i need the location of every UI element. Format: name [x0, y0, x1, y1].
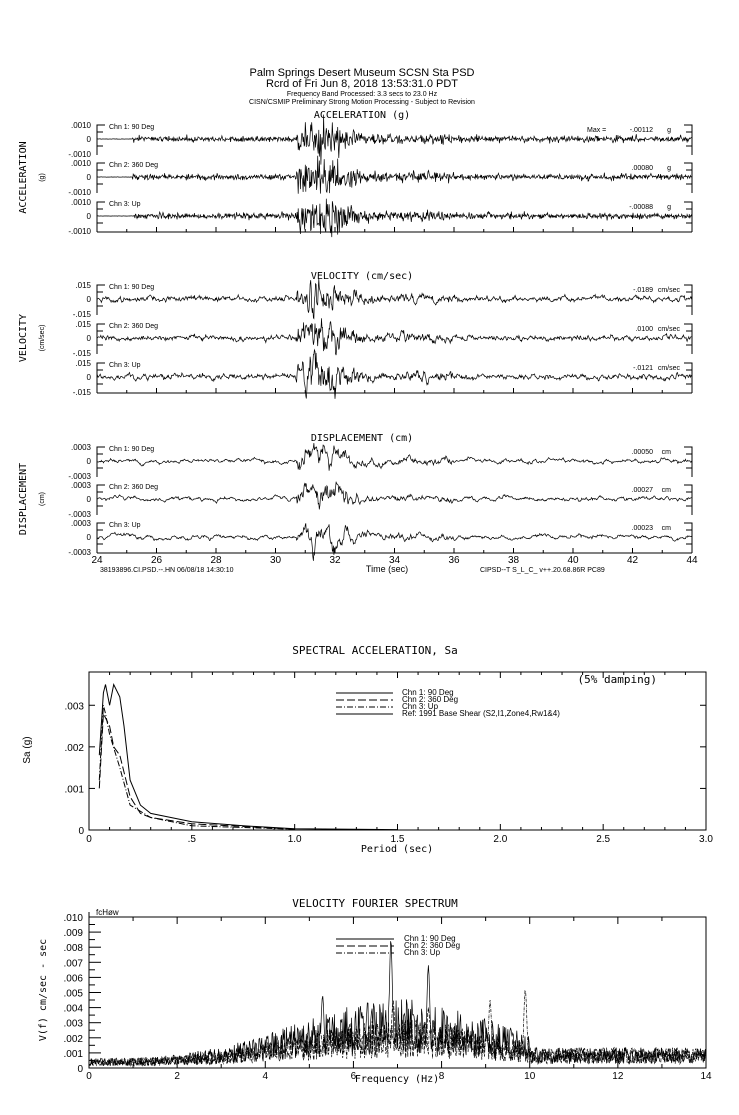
- time-series-panel-1: [97, 279, 692, 399]
- x-tick-label: 26: [150, 555, 163, 566]
- y-tick-label: .001: [63, 1048, 83, 1060]
- y-tick-label: .008: [63, 943, 83, 955]
- y-tick-label: .002: [63, 1033, 83, 1045]
- y-tick-label: .003: [63, 1018, 83, 1030]
- footer-left: 38193896.CI.PSD.--.HN 06/08/18 14:30:10: [100, 567, 234, 574]
- peak-unit: g: [667, 165, 671, 172]
- y-axis-unit: (cm/sec): [39, 324, 46, 352]
- y-tick-label: .004: [63, 1003, 83, 1015]
- x-tick-label: 42: [626, 555, 639, 566]
- peak-unit: cm: [661, 487, 671, 494]
- x-tick-label: 6: [350, 1071, 357, 1082]
- waveform-trace: [97, 156, 692, 194]
- x-tick-label: 32: [329, 555, 341, 566]
- panel-title: ACCELERATION (g): [313, 110, 411, 121]
- x-tick-label: 1.5: [390, 834, 405, 845]
- y-tick-label: .001: [64, 784, 84, 796]
- y-tick-label: .005: [63, 988, 83, 1000]
- x-tick-label: 44: [686, 555, 698, 566]
- legend-label: Chn 3: Up: [404, 948, 441, 957]
- y-axis-unit: (g): [39, 173, 46, 182]
- y-tick-label: .0010: [70, 159, 91, 168]
- x-tick-label: 8: [438, 1071, 445, 1082]
- max-label: Max =: [587, 127, 607, 134]
- peak-unit: cm/sec: [657, 365, 680, 372]
- y-axis-label: DISPLACEMENT: [18, 462, 29, 536]
- x-tick-label: 0: [86, 1071, 92, 1082]
- x-tick-label: 30: [269, 555, 282, 566]
- x-tick-label: 2: [174, 1071, 180, 1082]
- y-tick-label: 0: [86, 135, 91, 144]
- trace-frame: [97, 324, 692, 354]
- peak-value: .00050: [631, 449, 653, 456]
- channel-label: Chn 1: 90 Deg: [109, 446, 155, 453]
- panel-title: VELOCITY (cm/sec): [310, 271, 414, 282]
- y-tick-label: -.0003: [68, 472, 91, 481]
- peak-unit: cm: [661, 449, 671, 456]
- y-tick-label: 0: [86, 334, 91, 343]
- peak-value: -.0121: [633, 365, 653, 372]
- channel-label: Chn 1: 90 Deg: [109, 124, 155, 131]
- y-tick-label: -.015: [72, 310, 91, 319]
- y-tick-label: 0: [86, 295, 91, 304]
- plot-frame: [89, 672, 706, 830]
- panel-title: DISPLACEMENT (cm): [310, 433, 414, 444]
- header: [249, 67, 475, 106]
- spectrum-curve: [99, 714, 294, 830]
- y-tick-label: 0: [78, 826, 84, 837]
- y-tick-label: 0: [77, 1064, 83, 1075]
- time-series-panel-2: [97, 443, 692, 561]
- y-tick-label: .010: [63, 913, 83, 924]
- footer-right: CIPSD--T S_L_C_ v++.20.68.86R PC89: [480, 567, 605, 574]
- legend-label: Chn 3: Up: [402, 702, 439, 711]
- damping-note: (5% damping): [577, 673, 657, 686]
- y-tick-label: .015: [75, 359, 91, 368]
- header-station: Palm Springs Desert Museum SCSN Sta PSD: [249, 67, 475, 79]
- x-axis-label: Time (sec): [365, 564, 409, 574]
- legend-label: Chn 2: 360 Deg: [402, 695, 459, 704]
- channel-label: Chn 3: Up: [109, 522, 141, 529]
- x-axis-label: Period (sec): [360, 844, 434, 855]
- channel-label: Chn 3: Up: [109, 201, 141, 208]
- x-tick-label: 0: [86, 834, 92, 845]
- y-tick-label: -.0010: [68, 188, 91, 197]
- header-band: Frequency Band Processed: 3.3 secs to 23.0 Hz: [286, 91, 438, 98]
- x-tick-label: 36: [448, 555, 460, 566]
- x-tick-label: 38: [507, 555, 520, 566]
- peak-unit: g: [667, 204, 671, 211]
- peak-unit: cm: [661, 525, 671, 532]
- x-tick-label: 2.5: [596, 834, 611, 845]
- y-tick-label: .0010: [70, 121, 91, 130]
- x-tick-label: 3.0: [699, 834, 713, 845]
- y-tick-label: -.015: [72, 388, 91, 397]
- trace-frame: [97, 485, 692, 515]
- x-tick-label: 14: [700, 1071, 712, 1082]
- waveform-trace: [97, 115, 692, 165]
- peak-value: -.00112: [629, 127, 653, 134]
- y-tick-label: 0: [86, 495, 91, 504]
- chart-title: VELOCITY FOURIER SPECTRUM: [292, 897, 458, 910]
- peak-unit: g: [667, 127, 671, 134]
- peak-value: -.0189: [633, 287, 653, 294]
- y-tick-label: -.0010: [68, 150, 91, 159]
- x-tick-label: 24: [91, 555, 103, 566]
- peak-value: .00080: [631, 165, 653, 172]
- x-tick-label: 12: [612, 1071, 624, 1082]
- y-tick-label: -.0003: [68, 548, 91, 557]
- waveform-trace: [97, 482, 692, 510]
- x-tick-label: .5: [187, 834, 197, 845]
- y-tick-label: 0: [86, 212, 91, 221]
- spectrum-curve: [99, 685, 397, 830]
- y-tick-label: .002: [64, 742, 84, 754]
- waveform-trace: [97, 443, 692, 471]
- peak-unit: cm/sec: [657, 287, 680, 294]
- y-tick-label: 0: [86, 373, 91, 382]
- legend-label: Chn 1: 90 Deg: [404, 934, 456, 943]
- channel-label: Chn 2: 360 Deg: [109, 323, 159, 330]
- x-tick-label: 1.0: [287, 834, 302, 845]
- y-axis-label: Sa (g): [22, 736, 33, 764]
- waveform-trace: [97, 318, 692, 355]
- y-tick-label: .006: [63, 973, 83, 985]
- header-note: CISN/CSMIP Preliminary Strong Motion Processing - Subject to Revision: [249, 99, 475, 106]
- chart-title: SPECTRAL ACCELERATION, Sa: [292, 644, 458, 657]
- trace-frame: [97, 447, 692, 477]
- waveform-trace: [97, 279, 692, 319]
- legend-label: Ref: 1991 Base Shear (S2,I1,Zone4,Rw1&4): [402, 709, 560, 718]
- y-tick-label: -.0003: [68, 510, 91, 519]
- y-tick-label: .007: [63, 958, 83, 970]
- y-tick-label: .009: [63, 928, 83, 940]
- x-tick-label: 40: [567, 555, 579, 566]
- peak-unit: cm/sec: [657, 326, 680, 333]
- y-tick-label: .0003: [70, 443, 91, 452]
- y-tick-label: .0003: [70, 481, 91, 490]
- x-tick-label: 10: [524, 1071, 536, 1082]
- y-axis-label: ACCELERATION: [18, 141, 29, 214]
- x-tick-label: 34: [388, 555, 401, 566]
- x-tick-label: 2.0: [493, 834, 508, 845]
- fourier-curve: [89, 941, 706, 1066]
- peak-value: .0100: [635, 326, 653, 333]
- y-tick-label: .015: [75, 320, 91, 329]
- y-axis-label: V(f) cm/sec - sec: [38, 938, 49, 1042]
- y-tick-label: .015: [75, 281, 91, 290]
- peak-value: .00023: [631, 525, 653, 532]
- corner-label: fcHøw: [96, 908, 119, 917]
- peak-value: .00027: [631, 487, 653, 494]
- channel-label: Chn 2: 360 Deg: [109, 162, 159, 169]
- y-tick-label: -.0010: [68, 227, 91, 236]
- y-tick-label: 0: [86, 457, 91, 466]
- y-tick-label: .0010: [70, 198, 91, 207]
- channel-label: Chn 3: Up: [109, 362, 141, 369]
- x-tick-label: 28: [210, 555, 222, 566]
- y-axis-label: VELOCITY: [18, 313, 29, 363]
- y-tick-label: .003: [64, 701, 84, 713]
- x-axis-label: Frequency (Hz): [354, 1074, 440, 1085]
- header-record: Rcrd of Fri Jun 8, 2018 13:53:31.0 PDT: [266, 78, 458, 90]
- y-tick-label: 0: [86, 533, 91, 542]
- x-tick-label: 4: [262, 1071, 269, 1082]
- y-axis-unit: (cm): [39, 492, 46, 506]
- peak-value: -.00088: [629, 204, 653, 211]
- legend-label: Chn 1: 90 Deg: [402, 688, 454, 697]
- y-tick-label: -.015: [72, 349, 91, 358]
- channel-label: Chn 1: 90 Deg: [109, 284, 155, 291]
- legend-label: Chn 2: 360 Deg: [404, 941, 461, 950]
- y-tick-label: .0003: [70, 519, 91, 528]
- channel-label: Chn 2: 360 Deg: [109, 484, 159, 491]
- y-tick-label: 0: [86, 173, 91, 182]
